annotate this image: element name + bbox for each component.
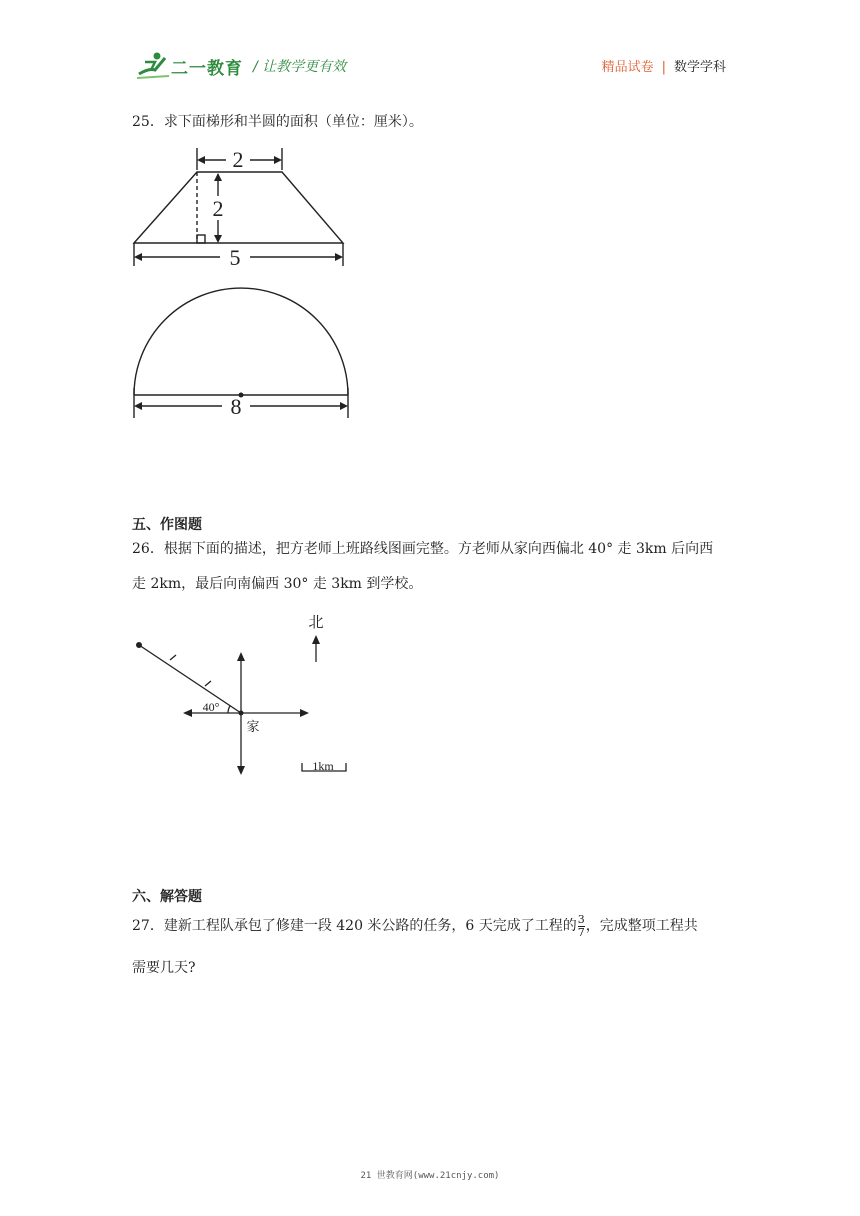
question-27-line-1: [132, 913, 698, 939]
brand-logo: [135, 48, 375, 82]
question-26-line-2: 走 2km，最后向南偏西 30° 走 3km 到学校。: [132, 576, 423, 592]
runner-logo-icon: [135, 50, 171, 80]
header-separator: |: [661, 60, 666, 75]
fraction-three-sevenths: [578, 914, 585, 939]
question-25-text: 25．求下面梯形和半圆的面积（单位：厘米）。: [132, 114, 423, 130]
fraction-numerator: 3: [577, 912, 585, 926]
home-label: 家: [246, 719, 260, 734]
header-subject: [602, 56, 726, 75]
question-26-line-1: 26．根据下面的描述，把方老师上班路线图画完整。方老师从家向西偏北 40° 走 3km 后向西: [132, 541, 714, 557]
angle-label: 40°: [202, 700, 220, 714]
route-map-figure: [125, 605, 365, 790]
scale-label: 1km: [312, 759, 334, 773]
trapezoid-top-label: 2: [232, 147, 244, 172]
semicircle-diameter-label: 8: [230, 394, 242, 419]
logo-slogan: / 让教学更有效: [253, 59, 347, 75]
fraction-denominator: 7: [577, 925, 585, 939]
question-27-text-before: 27．建新工程队承包了修建一段 420 米公路的任务，6 天完成了工程的: [132, 918, 577, 934]
header-label-subject: 数学学科: [673, 60, 726, 75]
page-footer: 21 世教育网(www.21cnjy.com): [360, 1171, 500, 1181]
trapezoid-figure: [120, 140, 360, 270]
question-27-text-after: ，完成整项工程共: [585, 918, 698, 934]
section-5-title: 五、作图题: [132, 517, 202, 533]
north-label: 北: [308, 615, 324, 631]
logo-text: 二一教育: [171, 59, 243, 79]
semicircle-figure: [120, 280, 360, 425]
trapezoid-bottom-label: 5: [229, 245, 241, 270]
header-label-premium: 精品试卷: [601, 60, 654, 75]
question-27-line-2: 需要几天?: [132, 960, 196, 976]
section-6-title: 六、解答题: [132, 889, 202, 905]
trapezoid-height-label: 2: [212, 196, 224, 221]
